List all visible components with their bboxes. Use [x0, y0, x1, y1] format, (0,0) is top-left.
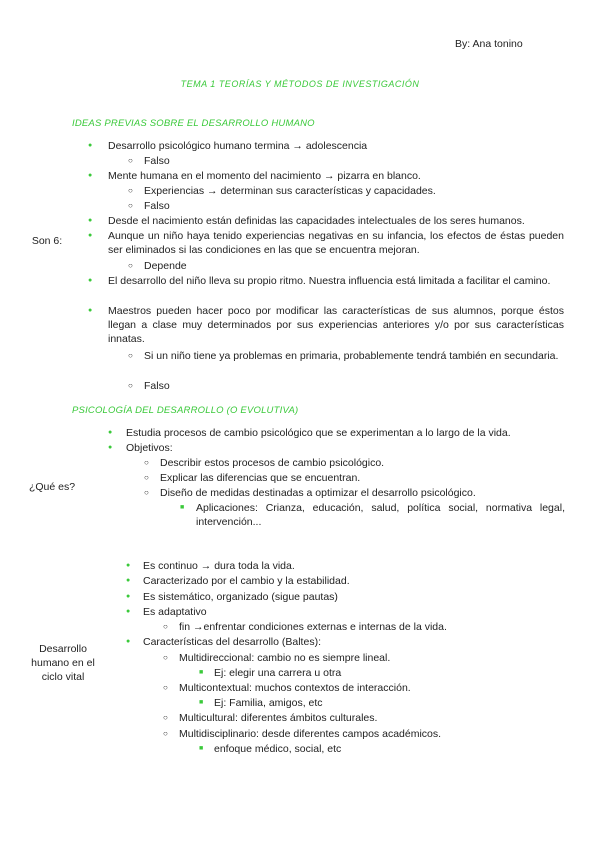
list-item: ○ Multicontextual: muchos contextos de interacción.: [163, 681, 411, 695]
list-item: ● Desde el nacimiento están definidas las capacidades intelectuales de los seres humanos.: [88, 214, 525, 228]
list-item: ○ Experiencias → determinan sus características y capacidades.: [128, 184, 436, 198]
list-item: ○ Explicar las diferencias que se encuentran.: [144, 471, 360, 485]
list-item: ○ Falso: [128, 379, 170, 393]
list-item: ○ Depende: [128, 259, 187, 273]
list-item: ● Objetivos:: [108, 441, 173, 455]
side-label-son-6: Son 6:: [31, 235, 63, 247]
list-item: ○ Multidisciplinario: desde diferentes campos académicos.: [163, 727, 441, 741]
list-item: ● Caracterizado por el cambio y la estabilidad.: [126, 574, 350, 588]
author-credit: By: Ana tonino: [455, 38, 523, 50]
list-item: ● El desarrollo del niño lleva su propio ritmo. Nuestra influencia está limitada a facilitar el camino.: [88, 274, 564, 288]
section-heading-ideas-previas: IDEAS PREVIAS SOBRE EL DESARROLLO HUMANO: [72, 118, 315, 129]
list-item: ● Características del desarrollo (Baltes):: [126, 635, 321, 649]
list-item: ○ fin →enfrentar condiciones externas e internas de la vida.: [163, 620, 447, 634]
list-item: ● Aunque un niño haya tenido experiencias negativas en su infancia, los efectos de éstas pueden ser eliminados si las condiciones en las que se encuentra mejoran.: [88, 229, 564, 257]
list-item: ○ Falso: [128, 154, 170, 168]
list-item: ○ Si un niño tiene ya problemas en primaria, probablemente tendrá también en secundaria.: [128, 349, 564, 363]
list-item: ○ Diseño de medidas destinadas a optimizar el desarrollo psicológico.: [144, 486, 476, 500]
page-title: TEMA 1 TEORÍAS Y MÉTODOS DE INVESTIGACIÓN: [180, 79, 420, 89]
list-item: ○ Multidireccional: cambio no es siempre lineal.: [163, 651, 390, 665]
side-label-desarrollo-ciclo-vital: Desarrollo humano en el ciclo vital: [31, 643, 95, 683]
list-item: ○ Falso: [128, 199, 170, 213]
list-item: ● Es continuo → dura toda la vida.: [126, 559, 295, 573]
list-item: ■ Ej: elegir una carrera u otra: [199, 666, 341, 680]
list-item: ● Es sistemático, organizado (sigue pautas): [126, 590, 338, 604]
list-item: ● Mente humana en el momento del nacimiento → pizarra en blanco.: [88, 169, 421, 183]
list-item: ● Estudia procesos de cambio psicológico que se experimentan a lo largo de la vida.: [108, 426, 511, 440]
list-item: ■ enfoque médico, social, etc: [199, 742, 341, 756]
list-item: ● Maestros pueden hacer poco por modificar las características de sus alumnos, porque éstos llegan a clase muy determinados por sus experiencias anteriores y/o por sus características innatas.: [88, 304, 564, 346]
list-item: ● Es adaptativo: [126, 605, 207, 619]
list-item: ● Desarrollo psicológico humano termina → adolescencia: [88, 139, 367, 153]
list-item: ■ Ej: Familia, amigos, etc: [199, 696, 323, 710]
section-heading-psicologia-desarrollo: PSICOLOGÍA DEL DESARROLLO (O EVOLUTIVA): [72, 405, 299, 416]
side-label-que-es: ¿Qué es?: [28, 481, 76, 493]
list-item: ■ Aplicaciones: Crianza, educación, salud, política social, normativa legal, intervención...: [180, 501, 565, 529]
list-item: ○ Describir estos procesos de cambio psicológico.: [144, 456, 384, 470]
list-item: ○ Multicultural: diferentes ámbitos culturales.: [163, 711, 377, 725]
